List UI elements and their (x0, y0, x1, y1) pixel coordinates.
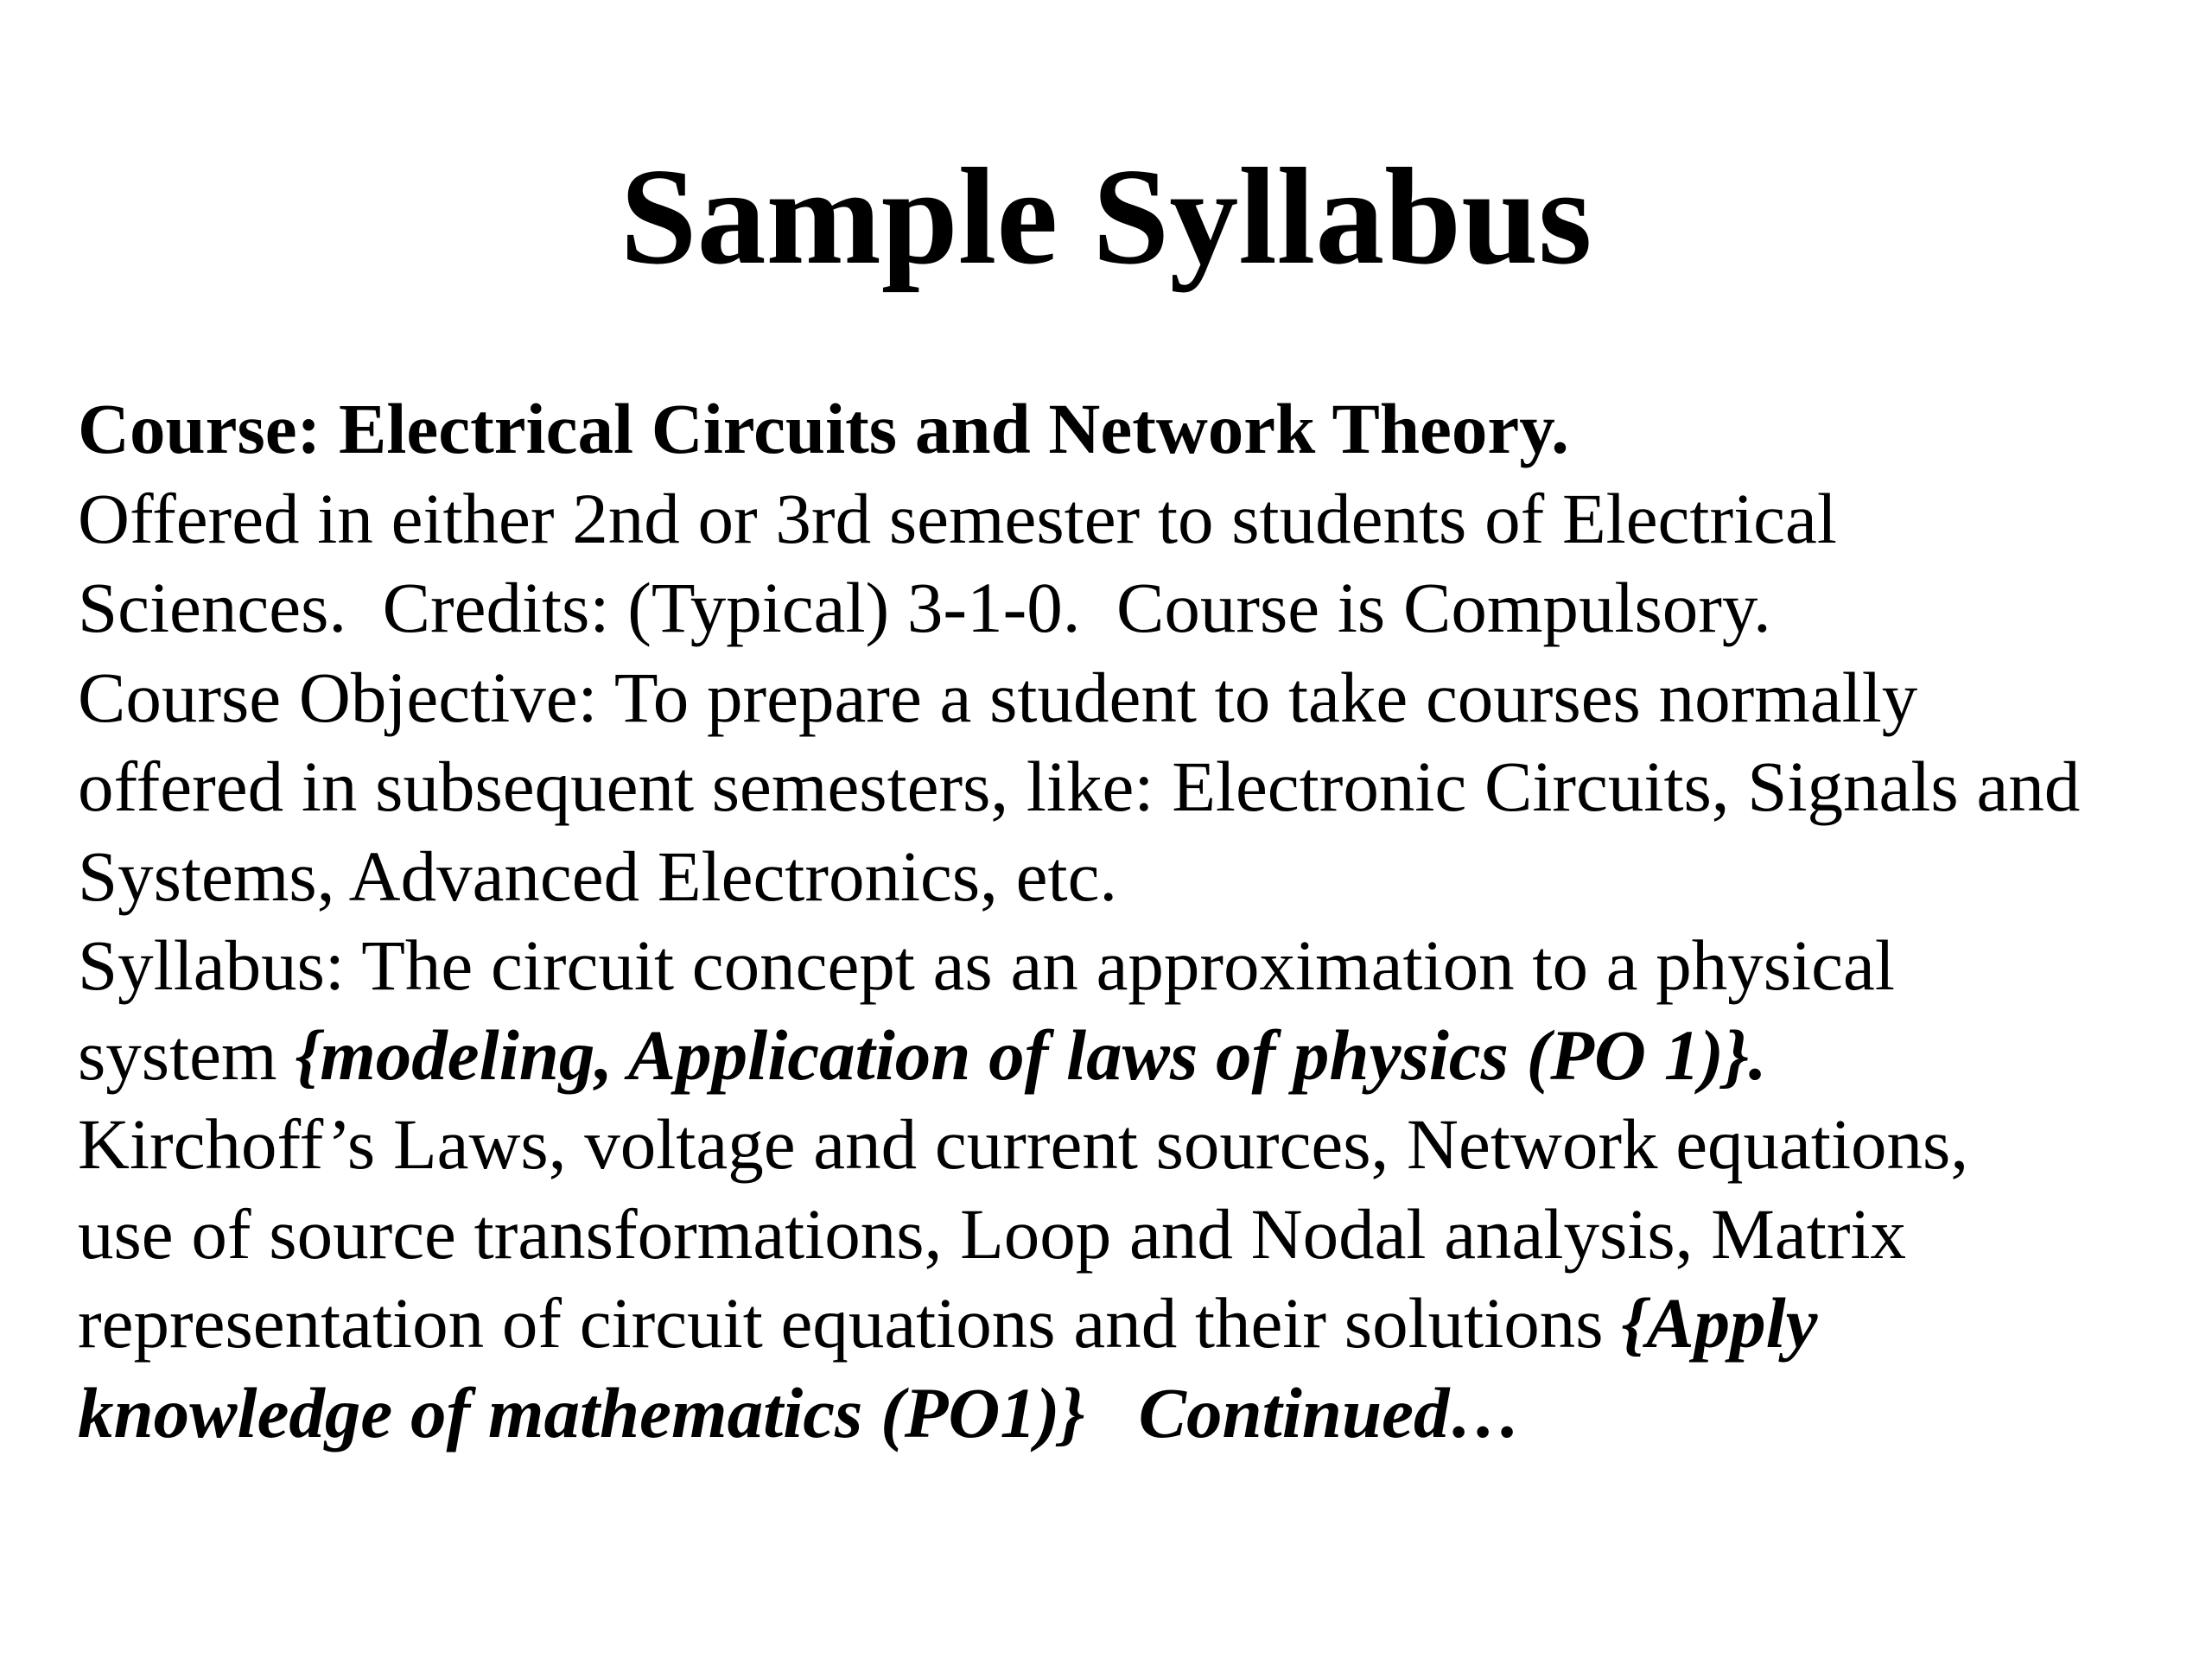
page-title: Sample Syllabus (620, 139, 1592, 293)
offered-line-1: Offered in either 2nd or 3rd semester to students of Electrical (78, 478, 1837, 558)
syllabus-line-2-emphasis: {modeling, Application of laws of physics (PO 1)}. (295, 1014, 1767, 1095)
objective-line-3: Systems, Advanced Electronics, etc. (78, 836, 1118, 916)
syllabus-line-5-text: representation of circuit equations and their solutions (78, 1283, 1622, 1363)
offered-line-2: Sciences. Credits: (Typical) 3-1-0. Course is Compulsory. (78, 568, 1771, 647)
syllabus-line-4: use of source transformations, Loop and Nodal analysis, Matrix (78, 1193, 1907, 1274)
syllabus-body (78, 385, 2186, 1458)
syllabus-line-6: knowledge of mathematics (PO1)} Continued… (78, 1372, 1522, 1452)
objective-line-2: offered in subsequent semesters, like: Electronic Circuits, Signals and (78, 747, 2081, 826)
syllabus-line-5-emphasis: {Apply (1621, 1283, 1818, 1363)
syllabus-line-2-text: system (78, 1014, 296, 1095)
syllabus-line-3: Kirchoff’s Laws, voltage and current sources, Network equations, (78, 1104, 1969, 1184)
syllabus-line-1: Syllabus: The circuit concept as an approximation to a physical (78, 925, 1895, 1005)
syllabus-line-5 (78, 1279, 2186, 1369)
objective-line-1: Course Objective: To prepare a student to take courses normally (78, 657, 1918, 737)
syllabus-line-2 (78, 1011, 2186, 1101)
course-heading: Course: Electrical Circuits and Network Theory. (78, 389, 1569, 468)
